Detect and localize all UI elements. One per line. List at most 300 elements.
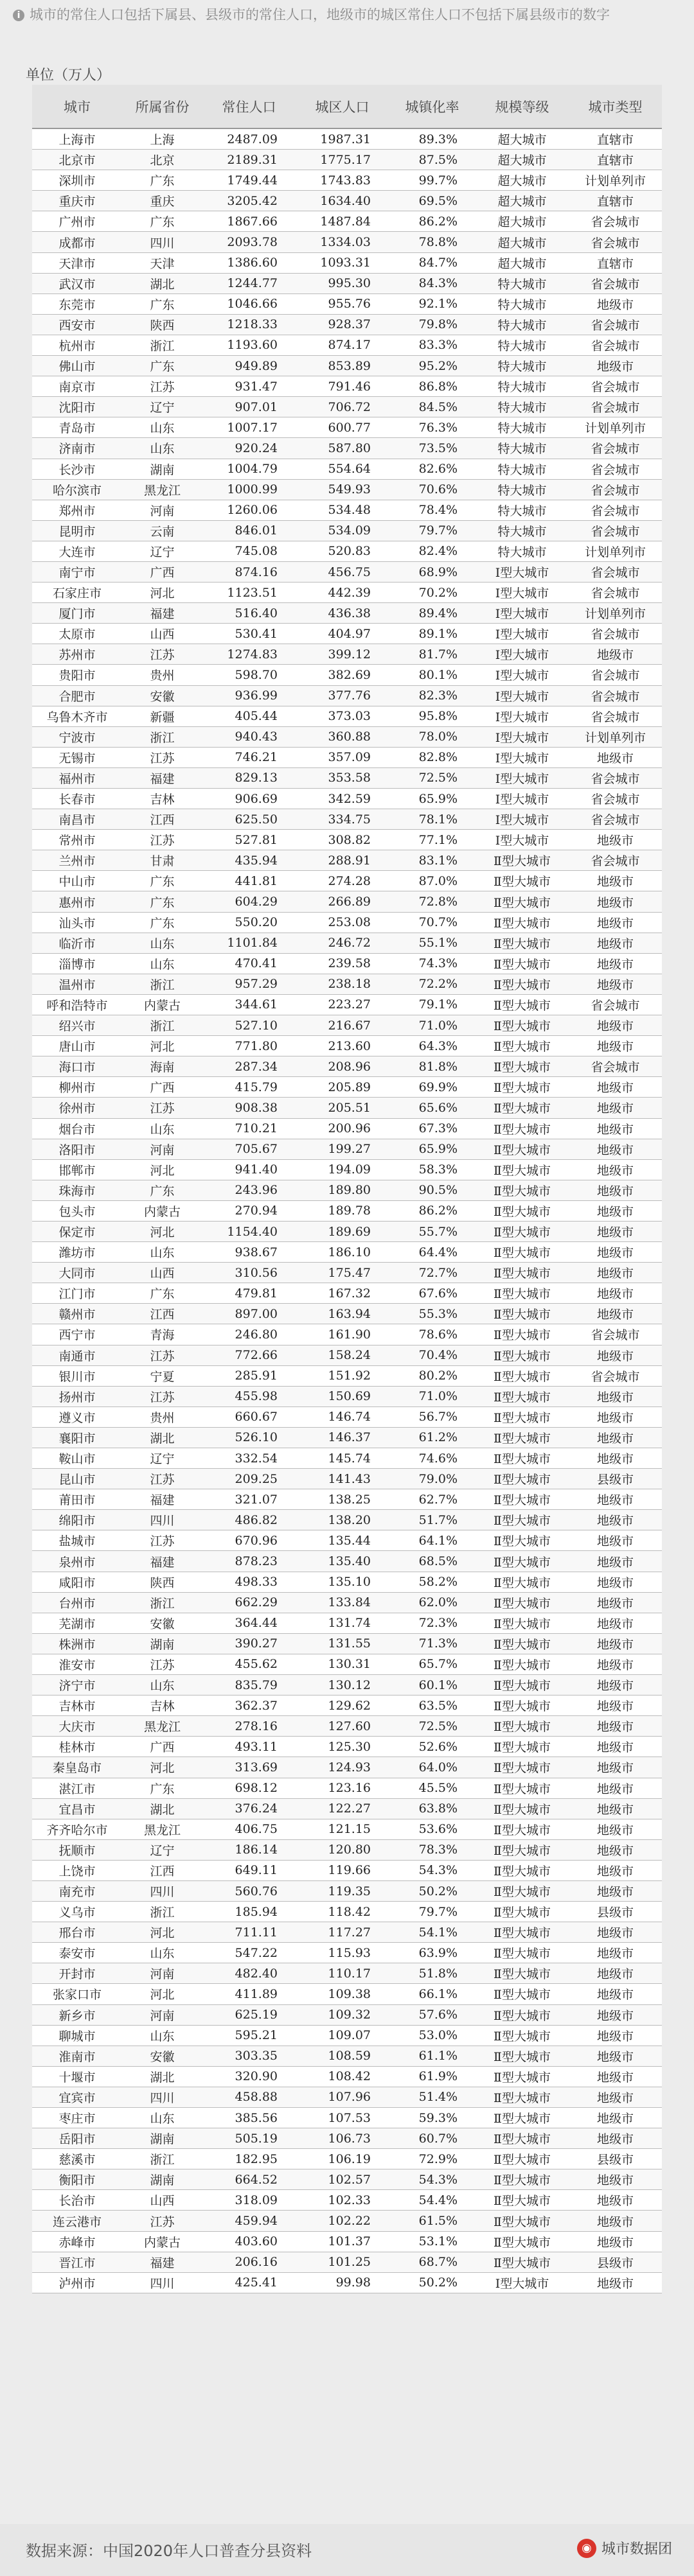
cell-city: 株洲市 xyxy=(32,1633,122,1654)
cell-scale-level: Ⅱ型大城市 xyxy=(476,1943,569,1963)
cell-city-type: 地级市 xyxy=(569,1221,662,1241)
cell-province: 陕西 xyxy=(122,1572,202,1592)
cell-resident-population: 482.40 xyxy=(202,1963,296,1984)
cell-urbanization-rate: 78.4% xyxy=(389,500,476,520)
cell-city: 张家口市 xyxy=(32,1984,122,2004)
cell-urban-population: 175.47 xyxy=(296,1263,389,1283)
cell-city-type: 地级市 xyxy=(569,891,662,912)
cell-urban-population: 107.53 xyxy=(296,2108,389,2128)
header-resident-population: 常住人口 xyxy=(202,85,296,128)
cell-urban-population: 238.18 xyxy=(296,974,389,994)
cell-city: 晋江市 xyxy=(32,2252,122,2272)
table-row xyxy=(32,541,662,561)
cell-city: 中山市 xyxy=(32,871,122,891)
cell-scale-level: Ⅱ型大城市 xyxy=(476,891,569,912)
cell-urban-population: 1987.31 xyxy=(296,128,389,150)
header-scale-level: 规模等级 xyxy=(476,85,569,128)
cell-urbanization-rate: 89.1% xyxy=(389,624,476,644)
cell-scale-level: Ⅱ型大城市 xyxy=(476,1633,569,1654)
cell-resident-population: 455.98 xyxy=(202,1386,296,1406)
table-row xyxy=(32,850,662,871)
cell-city: 乌鲁木齐市 xyxy=(32,706,122,726)
table-row xyxy=(32,397,662,417)
cell-urban-population: 167.32 xyxy=(296,1283,389,1304)
info-icon: i xyxy=(13,10,24,21)
cell-urban-population: 200.96 xyxy=(296,1118,389,1139)
cell-resident-population: 670.96 xyxy=(202,1530,296,1551)
cell-scale-level: Ⅱ型大城市 xyxy=(476,2190,569,2211)
cell-resident-population: 907.01 xyxy=(202,397,296,417)
cell-scale-level: Ⅱ型大城市 xyxy=(476,1015,569,1036)
cell-resident-population: 321.07 xyxy=(202,1489,296,1510)
cell-city: 慈溪市 xyxy=(32,2149,122,2169)
cell-city: 枣庄市 xyxy=(32,2108,122,2128)
cell-resident-population: 1046.66 xyxy=(202,294,296,314)
cell-province: 山西 xyxy=(122,624,202,644)
cell-scale-level: Ⅱ型大城市 xyxy=(476,1159,569,1180)
cell-urbanization-rate: 70.2% xyxy=(389,583,476,603)
cell-urban-population: 308.82 xyxy=(296,830,389,850)
cell-urbanization-rate: 68.7% xyxy=(389,2252,476,2272)
cell-city: 泰安市 xyxy=(32,1943,122,1963)
cell-city: 贵阳市 xyxy=(32,665,122,685)
cell-urbanization-rate: 72.9% xyxy=(389,2149,476,2169)
cell-urban-population: 118.42 xyxy=(296,1902,389,1922)
cell-province: 山东 xyxy=(122,2025,202,2046)
table-row xyxy=(32,1778,662,1798)
cell-resident-population: 303.35 xyxy=(202,2046,296,2066)
cell-city: 成都市 xyxy=(32,232,122,252)
cell-urban-population: 554.64 xyxy=(296,459,389,479)
cell-resident-population: 957.29 xyxy=(202,974,296,994)
cell-urban-population: 205.89 xyxy=(296,1077,389,1098)
cell-city-type: 地级市 xyxy=(569,1283,662,1304)
cell-urbanization-rate: 82.3% xyxy=(389,685,476,706)
cell-city: 呼和浩特市 xyxy=(32,994,122,1015)
cell-resident-population: 527.10 xyxy=(202,1015,296,1036)
cell-urban-population: 131.74 xyxy=(296,1613,389,1633)
table-row xyxy=(32,2046,662,2066)
cell-urban-population: 115.93 xyxy=(296,1943,389,1963)
cell-urbanization-rate: 56.7% xyxy=(389,1406,476,1427)
cell-resident-population: 604.29 xyxy=(202,891,296,912)
cell-resident-population: 1154.40 xyxy=(202,1221,296,1241)
table-row xyxy=(32,1036,662,1056)
cell-scale-level: Ⅱ型大城市 xyxy=(476,1695,569,1716)
cell-resident-population: 403.60 xyxy=(202,2231,296,2252)
cell-resident-population: 411.89 xyxy=(202,1984,296,2004)
cell-city-type: 省会城市 xyxy=(569,1365,662,1386)
cell-city-type: 地级市 xyxy=(569,1386,662,1406)
cell-city-type: 省会城市 xyxy=(569,211,662,232)
cell-resident-population: 1274.83 xyxy=(202,644,296,665)
cell-province: 广东 xyxy=(122,1778,202,1798)
cell-resident-population: 711.11 xyxy=(202,1922,296,1943)
cell-city: 天津市 xyxy=(32,252,122,273)
cell-scale-level: Ⅱ型大城市 xyxy=(476,1510,569,1530)
cell-urbanization-rate: 73.5% xyxy=(389,438,476,459)
table-row xyxy=(32,1798,662,1819)
cell-scale-level: 特大城市 xyxy=(476,294,569,314)
cell-urban-population: 101.37 xyxy=(296,2231,389,2252)
table-row xyxy=(32,1633,662,1654)
cell-urbanization-rate: 54.3% xyxy=(389,1860,476,1880)
cell-urbanization-rate: 53.1% xyxy=(389,2231,476,2252)
cell-city-type: 地级市 xyxy=(569,1943,662,1963)
cell-city-type: 直辖市 xyxy=(569,128,662,150)
cell-urban-population: 146.74 xyxy=(296,1406,389,1427)
cell-province: 甘肃 xyxy=(122,850,202,871)
cell-city: 西安市 xyxy=(32,314,122,335)
cell-urban-population: 108.59 xyxy=(296,2046,389,2066)
cell-province: 吉林 xyxy=(122,1695,202,1716)
cell-resident-population: 344.61 xyxy=(202,994,296,1015)
cell-city-type: 省会城市 xyxy=(569,1056,662,1077)
header-urbanization-rate: 城镇化率 xyxy=(389,85,476,128)
cell-urban-population: 146.37 xyxy=(296,1427,389,1448)
cell-city-type: 省会城市 xyxy=(569,479,662,500)
cell-scale-level: Ⅰ型大城市 xyxy=(476,665,569,685)
cell-city: 长春市 xyxy=(32,789,122,809)
cell-urbanization-rate: 54.3% xyxy=(389,2169,476,2190)
table-row xyxy=(32,1242,662,1263)
cell-province: 安徽 xyxy=(122,685,202,706)
cell-resident-population: 649.11 xyxy=(202,1860,296,1880)
cell-scale-level: 特大城市 xyxy=(476,376,569,397)
table-row xyxy=(32,273,662,294)
table-row xyxy=(32,1654,662,1674)
cell-urban-population: 129.62 xyxy=(296,1695,389,1716)
cell-urban-population: 135.40 xyxy=(296,1551,389,1572)
table-row xyxy=(32,2128,662,2149)
cell-province: 云南 xyxy=(122,520,202,541)
cell-resident-population: 270.94 xyxy=(202,1200,296,1221)
cell-resident-population: 332.54 xyxy=(202,1448,296,1469)
cell-urbanization-rate: 74.3% xyxy=(389,953,476,974)
cell-city: 哈尔滨市 xyxy=(32,479,122,500)
cell-province: 河北 xyxy=(122,1922,202,1943)
cell-urban-population: 119.66 xyxy=(296,1860,389,1880)
cell-city-type: 地级市 xyxy=(569,2190,662,2211)
cell-city: 保定市 xyxy=(32,1221,122,1241)
cell-province: 福建 xyxy=(122,603,202,624)
cell-city-type: 地级市 xyxy=(569,2108,662,2128)
cell-city: 温州市 xyxy=(32,974,122,994)
cell-city-type: 地级市 xyxy=(569,1036,662,1056)
cell-resident-population: 486.82 xyxy=(202,1510,296,1530)
cell-province: 辽宁 xyxy=(122,1839,202,1860)
cell-city-type: 地级市 xyxy=(569,1263,662,1283)
cell-scale-level: Ⅱ型大城市 xyxy=(476,1963,569,1984)
cell-city: 兰州市 xyxy=(32,850,122,871)
cell-scale-level: Ⅱ型大城市 xyxy=(476,1365,569,1386)
cell-province: 四川 xyxy=(122,1510,202,1530)
cell-urban-population: 534.48 xyxy=(296,500,389,520)
cell-urban-population: 150.69 xyxy=(296,1386,389,1406)
cell-urbanization-rate: 54.1% xyxy=(389,1922,476,1943)
cell-resident-population: 458.88 xyxy=(202,2087,296,2107)
cell-province: 贵州 xyxy=(122,665,202,685)
cell-city: 柳州市 xyxy=(32,1077,122,1098)
cell-urbanization-rate: 71.0% xyxy=(389,1015,476,1036)
table-row xyxy=(32,583,662,603)
cell-city: 常州市 xyxy=(32,830,122,850)
cell-city-type: 地级市 xyxy=(569,1880,662,1901)
cell-province: 内蒙古 xyxy=(122,1200,202,1221)
cell-urbanization-rate: 45.5% xyxy=(389,1778,476,1798)
cell-resident-population: 698.12 xyxy=(202,1778,296,1798)
cell-scale-level: Ⅰ型大城市 xyxy=(476,644,569,665)
cell-city: 湛江市 xyxy=(32,1778,122,1798)
cell-urban-population: 208.96 xyxy=(296,1056,389,1077)
cell-province: 山东 xyxy=(122,1242,202,1263)
cell-city-type: 地级市 xyxy=(569,1984,662,2004)
cell-urban-population: 138.25 xyxy=(296,1489,389,1510)
table-row xyxy=(32,974,662,994)
table-row xyxy=(32,211,662,232)
cell-province: 山东 xyxy=(122,1675,202,1695)
cell-resident-population: 1193.60 xyxy=(202,335,296,355)
cell-resident-population: 771.80 xyxy=(202,1036,296,1056)
cell-urban-population: 213.60 xyxy=(296,1036,389,1056)
table-row xyxy=(32,912,662,933)
table-row xyxy=(32,871,662,891)
cell-province: 陕西 xyxy=(122,314,202,335)
cell-urban-population: 404.97 xyxy=(296,624,389,644)
table-row xyxy=(32,459,662,479)
cell-urbanization-rate: 57.6% xyxy=(389,2004,476,2025)
cell-urban-population: 138.20 xyxy=(296,1510,389,1530)
cell-city: 石家庄市 xyxy=(32,583,122,603)
cell-city-type: 地级市 xyxy=(569,1118,662,1139)
cell-urbanization-rate: 89.3% xyxy=(389,128,476,150)
cell-urban-population: 587.80 xyxy=(296,438,389,459)
cell-city: 大同市 xyxy=(32,1263,122,1283)
cell-urbanization-rate: 52.6% xyxy=(389,1737,476,1757)
cell-urban-population: 99.98 xyxy=(296,2272,389,2293)
cell-urban-population: 189.78 xyxy=(296,1200,389,1221)
cell-city: 太原市 xyxy=(32,624,122,644)
cell-city: 洛阳市 xyxy=(32,1139,122,1159)
cell-city-type: 省会城市 xyxy=(569,376,662,397)
cell-city: 台州市 xyxy=(32,1592,122,1613)
cell-city-type: 地级市 xyxy=(569,1551,662,1572)
table-row xyxy=(32,1963,662,1984)
table-row xyxy=(32,1839,662,1860)
table-row xyxy=(32,335,662,355)
cell-resident-population: 498.33 xyxy=(202,1572,296,1592)
cell-province: 河南 xyxy=(122,1139,202,1159)
cell-province: 内蒙古 xyxy=(122,994,202,1015)
cell-urban-population: 127.60 xyxy=(296,1716,389,1737)
cell-city-type: 地级市 xyxy=(569,1695,662,1716)
cell-city: 桂林市 xyxy=(32,1737,122,1757)
cell-province: 山东 xyxy=(122,953,202,974)
cell-province: 山东 xyxy=(122,1118,202,1139)
cell-urbanization-rate: 51.7% xyxy=(389,1510,476,1530)
cell-scale-level: Ⅰ型大城市 xyxy=(476,583,569,603)
cell-city-type: 地级市 xyxy=(569,933,662,953)
table-row xyxy=(32,933,662,953)
cell-city-type: 地级市 xyxy=(569,1180,662,1200)
cell-urban-population: 133.84 xyxy=(296,1592,389,1613)
cell-resident-population: 938.67 xyxy=(202,1242,296,1263)
cell-province: 浙江 xyxy=(122,726,202,747)
cell-urban-population: 373.03 xyxy=(296,706,389,726)
cell-urban-population: 106.73 xyxy=(296,2128,389,2149)
cell-city: 泉州市 xyxy=(32,1551,122,1572)
cell-urban-population: 121.15 xyxy=(296,1819,389,1839)
cell-province: 湖北 xyxy=(122,273,202,294)
cell-city: 淮安市 xyxy=(32,1654,122,1674)
cell-province: 浙江 xyxy=(122,2149,202,2169)
cell-city: 宜宾市 xyxy=(32,2087,122,2107)
cell-city: 宁波市 xyxy=(32,726,122,747)
cell-urbanization-rate: 50.2% xyxy=(389,2272,476,2293)
cell-urbanization-rate: 67.6% xyxy=(389,1283,476,1304)
cell-province: 浙江 xyxy=(122,1902,202,1922)
cell-city: 佛山市 xyxy=(32,356,122,376)
cell-urbanization-rate: 78.6% xyxy=(389,1324,476,1345)
cell-scale-level: Ⅱ型大城市 xyxy=(476,2128,569,2149)
header-city-type: 城市类型 xyxy=(569,85,662,128)
cell-urban-population: 288.91 xyxy=(296,850,389,871)
cell-resident-population: 874.16 xyxy=(202,561,296,582)
table-row xyxy=(32,2025,662,2046)
cell-urban-population: 377.76 xyxy=(296,685,389,706)
table-note xyxy=(13,5,681,24)
cell-city: 鞍山市 xyxy=(32,1448,122,1469)
cell-city: 潍坊市 xyxy=(32,1242,122,1263)
cell-urbanization-rate: 72.2% xyxy=(389,974,476,994)
cell-scale-level: Ⅰ型大城市 xyxy=(476,830,569,850)
cell-resident-population: 595.21 xyxy=(202,2025,296,2046)
cell-scale-level: Ⅰ型大城市 xyxy=(476,789,569,809)
cell-city-type: 地级市 xyxy=(569,1242,662,1263)
cell-urbanization-rate: 79.7% xyxy=(389,1902,476,1922)
cell-scale-level: Ⅱ型大城市 xyxy=(476,1839,569,1860)
cell-urban-population: 216.67 xyxy=(296,1015,389,1036)
cell-province: 宁夏 xyxy=(122,1365,202,1386)
cell-city-type: 计划单列市 xyxy=(569,726,662,747)
cell-province: 山东 xyxy=(122,1943,202,1963)
cell-city-type: 地级市 xyxy=(569,2025,662,2046)
cell-scale-level: Ⅱ型大城市 xyxy=(476,1304,569,1324)
table-row xyxy=(32,2087,662,2107)
table-row xyxy=(32,1077,662,1098)
cell-urbanization-rate: 60.1% xyxy=(389,1675,476,1695)
cell-resident-population: 516.40 xyxy=(202,603,296,624)
cell-scale-level: Ⅱ型大城市 xyxy=(476,850,569,871)
cell-city: 齐齐哈尔市 xyxy=(32,1819,122,1839)
cell-urbanization-rate: 99.7% xyxy=(389,170,476,191)
cell-city: 武汉市 xyxy=(32,273,122,294)
cell-scale-level: 特大城市 xyxy=(476,438,569,459)
cell-province: 广东 xyxy=(122,1283,202,1304)
cell-urban-population: 109.07 xyxy=(296,2025,389,2046)
cell-city: 南昌市 xyxy=(32,809,122,830)
cell-resident-population: 390.27 xyxy=(202,1633,296,1654)
cell-city: 北京市 xyxy=(32,150,122,170)
cell-city-type: 县级市 xyxy=(569,1469,662,1489)
cell-scale-level: 超大城市 xyxy=(476,252,569,273)
cell-resident-population: 527.81 xyxy=(202,830,296,850)
cell-province: 四川 xyxy=(122,2087,202,2107)
cell-province: 内蒙古 xyxy=(122,2231,202,2252)
cell-city: 济南市 xyxy=(32,438,122,459)
cell-scale-level: Ⅱ型大城市 xyxy=(476,1077,569,1098)
cell-province: 新疆 xyxy=(122,706,202,726)
cell-city: 厦门市 xyxy=(32,603,122,624)
data-source: 数据来源：中国2020年人口普查分县资料 xyxy=(26,2542,312,2560)
cell-scale-level: 特大城市 xyxy=(476,459,569,479)
cell-province: 湖南 xyxy=(122,1633,202,1654)
cell-province: 江苏 xyxy=(122,1345,202,1365)
city-population-table xyxy=(32,85,662,2293)
cell-city-type: 省会城市 xyxy=(569,438,662,459)
cell-province: 江西 xyxy=(122,809,202,830)
cell-urbanization-rate: 82.6% xyxy=(389,459,476,479)
cell-urbanization-rate: 87.0% xyxy=(389,871,476,891)
cell-province: 四川 xyxy=(122,232,202,252)
cell-city-type: 省会城市 xyxy=(569,561,662,582)
unit-label: 单位（万人） xyxy=(26,67,111,83)
table-row xyxy=(32,500,662,520)
cell-scale-level: Ⅱ型大城市 xyxy=(476,1860,569,1880)
cell-city: 聊城市 xyxy=(32,2025,122,2046)
cell-province: 广东 xyxy=(122,211,202,232)
cell-resident-population: 505.19 xyxy=(202,2128,296,2149)
cell-province: 海南 xyxy=(122,1056,202,1077)
cell-urban-population: 853.89 xyxy=(296,356,389,376)
cell-city-type: 地级市 xyxy=(569,2087,662,2107)
cell-scale-level: Ⅰ型大城市 xyxy=(476,726,569,747)
cell-urbanization-rate: 84.5% xyxy=(389,397,476,417)
cell-scale-level: Ⅱ型大城市 xyxy=(476,1984,569,2004)
cell-city: 义乌市 xyxy=(32,1902,122,1922)
cell-urbanization-rate: 55.7% xyxy=(389,1221,476,1241)
cell-city-type: 县级市 xyxy=(569,2252,662,2272)
table-row xyxy=(32,417,662,438)
cell-resident-population: 530.41 xyxy=(202,624,296,644)
table-row xyxy=(32,520,662,541)
table-row xyxy=(32,706,662,726)
cell-urbanization-rate: 82.8% xyxy=(389,747,476,767)
cell-city-type: 直辖市 xyxy=(569,150,662,170)
cell-urban-population: 119.35 xyxy=(296,1880,389,1901)
cell-urbanization-rate: 72.8% xyxy=(389,891,476,912)
table-body xyxy=(32,128,662,2293)
cell-city: 包头市 xyxy=(32,1200,122,1221)
cell-city-type: 地级市 xyxy=(569,1448,662,1469)
cell-scale-level: Ⅰ型大城市 xyxy=(476,685,569,706)
cell-urban-population: 874.17 xyxy=(296,335,389,355)
cell-city-type: 地级市 xyxy=(569,2128,662,2149)
cell-city-type: 地级市 xyxy=(569,1860,662,1880)
cell-urban-population: 125.30 xyxy=(296,1737,389,1757)
cell-province: 广东 xyxy=(122,871,202,891)
cell-scale-level: Ⅱ型大城市 xyxy=(476,994,569,1015)
cell-scale-level: Ⅱ型大城市 xyxy=(476,2066,569,2087)
table-row xyxy=(32,1365,662,1386)
cell-scale-level: Ⅱ型大城市 xyxy=(476,974,569,994)
cell-urban-population: 1334.03 xyxy=(296,232,389,252)
cell-urbanization-rate: 50.2% xyxy=(389,1880,476,1901)
cell-city: 昆明市 xyxy=(32,520,122,541)
header-province: 所属省份 xyxy=(122,85,202,128)
cell-province: 山西 xyxy=(122,2190,202,2211)
cell-urban-population: 955.76 xyxy=(296,294,389,314)
